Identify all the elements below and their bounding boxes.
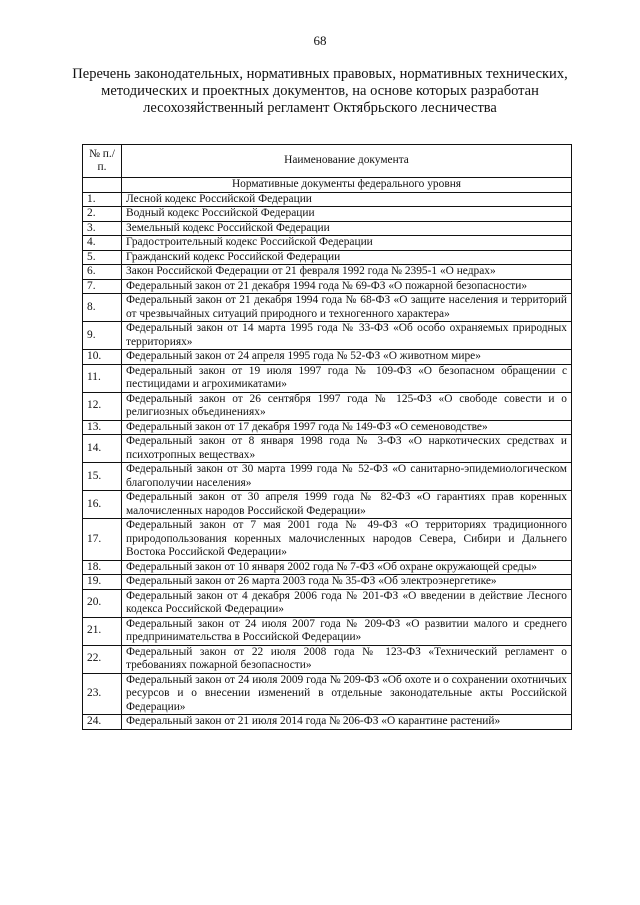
table-row — [83, 519, 572, 561]
table-row — [83, 589, 572, 617]
row-document-name: Земельный кодекс Российской Федерации — [122, 221, 572, 236]
row-number: 22. — [83, 645, 122, 673]
column-header-name: Наименование документа — [122, 145, 572, 178]
table-row — [83, 294, 572, 322]
row-document-name: Федеральный закон от 24 июля 2009 года № 209-ФЗ «Об охоте и о сохранении охотничьих ресурсов и о внесении изменений в отдельные законодательные акты Российской Федерации» — [122, 673, 572, 715]
row-number: 1. — [83, 192, 122, 207]
section-row — [83, 178, 572, 193]
row-document-name: Водный кодекс Российской Федерации — [122, 207, 572, 222]
row-number: 19. — [83, 575, 122, 590]
row-document-name: Федеральный закон от 8 января 1998 года № 3-ФЗ «О наркотических средствах и психотропных веществах» — [122, 435, 572, 463]
table-row — [83, 221, 572, 236]
row-number: 6. — [83, 265, 122, 280]
table-row — [83, 575, 572, 590]
row-document-name: Федеральный закон от 17 декабря 1997 года № 149-ФЗ «О семеноводстве» — [122, 420, 572, 435]
table-row — [83, 435, 572, 463]
row-number: 11. — [83, 364, 122, 392]
section-number-cell — [83, 178, 122, 193]
table-row — [83, 364, 572, 392]
table-row — [83, 617, 572, 645]
row-document-name: Федеральный закон от 26 сентября 1997 года № 125-ФЗ «О свободе совести и о религиозных объединениях» — [122, 392, 572, 420]
document-title: Перечень законодательных, нормативных правовых, нормативных технических, методических и проектных документов, на основе которых разработан лесохозяйственный регламент Октябрьского лесничества — [72, 66, 568, 116]
row-document-name: Федеральный закон от 21 июля 2014 года № 206-ФЗ «О карантине растений» — [122, 715, 572, 730]
row-number: 5. — [83, 250, 122, 265]
table-row — [83, 420, 572, 435]
row-number: 13. — [83, 420, 122, 435]
row-number: 24. — [83, 715, 122, 730]
table-row — [83, 236, 572, 251]
table-row — [83, 192, 572, 207]
row-document-name: Федеральный закон от 21 декабря 1994 года № 68-ФЗ «О защите населения и территорий от чрезвычайных ситуаций природного и техногенного характера» — [122, 294, 572, 322]
column-header-number: № п./п. — [83, 145, 122, 178]
row-number: 4. — [83, 236, 122, 251]
row-document-name: Федеральный закон от 21 декабря 1994 года № 69-ФЗ «О пожарной безопасности» — [122, 279, 572, 294]
documents-table — [82, 144, 572, 730]
table-row — [83, 279, 572, 294]
row-number: 18. — [83, 560, 122, 575]
row-document-name: Федеральный закон от 7 мая 2001 года № 49-ФЗ «О территориях традиционного природопользования коренных малочисленных народов Севера, Сибири и Дальнего Востока Российской Федерации» — [122, 519, 572, 561]
table-row — [83, 322, 572, 350]
row-document-name: Федеральный закон от 30 апреля 1999 года № 82-ФЗ «О гарантиях прав коренных малочисленных народов Российской Федерации» — [122, 491, 572, 519]
row-document-name: Федеральный закон от 24 июля 2007 года № 209-ФЗ «О развитии малого и среднего предпринимательства в Российской Федерации» — [122, 617, 572, 645]
row-number: 21. — [83, 617, 122, 645]
row-document-name: Градостроительный кодекс Российской Федерации — [122, 236, 572, 251]
row-number: 12. — [83, 392, 122, 420]
table-row — [83, 715, 572, 730]
row-document-name: Федеральный закон от 10 января 2002 года № 7-ФЗ «Об охране окружающей среды» — [122, 560, 572, 575]
row-number: 2. — [83, 207, 122, 222]
row-document-name: Федеральный закон от 19 июля 1997 года № 109-ФЗ «О безопасном обращении с пестицидами и агрохимикатами» — [122, 364, 572, 392]
table-row — [83, 350, 572, 365]
table-row — [83, 645, 572, 673]
row-number: 8. — [83, 294, 122, 322]
row-number: 9. — [83, 322, 122, 350]
section-title: Нормативные документы федерального уровня — [122, 178, 572, 193]
row-number: 20. — [83, 589, 122, 617]
row-document-name: Федеральный закон от 22 июля 2008 года № 123-ФЗ «Технический регламент о требованиях пожарной безопасности» — [122, 645, 572, 673]
row-document-name: Федеральный закон от 14 марта 1995 года № 33-ФЗ «Об особо охраняемых природных территориях» — [122, 322, 572, 350]
row-document-name: Федеральный закон от 4 декабря 2006 года № 201-ФЗ «О введении в действие Лесного кодекса Российской Федерации» — [122, 589, 572, 617]
row-document-name: Федеральный закон от 26 марта 2003 года № 35-ФЗ «Об электроэнергетике» — [122, 575, 572, 590]
table-header-row — [83, 145, 572, 178]
row-number: 17. — [83, 519, 122, 561]
row-document-name: Лесной кодекс Российской Федерации — [122, 192, 572, 207]
table-row — [83, 265, 572, 280]
row-number: 23. — [83, 673, 122, 715]
table-row — [83, 207, 572, 222]
table-row — [83, 491, 572, 519]
table-row — [83, 250, 572, 265]
row-document-name: Закон Российской Федерации от 21 февраля 1992 года № 2395-1 «О недрах» — [122, 265, 572, 280]
row-number: 3. — [83, 221, 122, 236]
row-number: 7. — [83, 279, 122, 294]
table-row — [83, 392, 572, 420]
row-number: 16. — [83, 491, 122, 519]
row-document-name: Федеральный закон от 24 апреля 1995 года № 52-ФЗ «О животном мире» — [122, 350, 572, 365]
row-document-name: Гражданский кодекс Российской Федерации — [122, 250, 572, 265]
table-row — [83, 463, 572, 491]
row-number: 10. — [83, 350, 122, 365]
table-row — [83, 673, 572, 715]
row-document-name: Федеральный закон от 30 марта 1999 года № 52-ФЗ «О санитарно-эпидемиологическом благополучии населения» — [122, 463, 572, 491]
page-number: 68 — [313, 33, 327, 48]
table-row — [83, 560, 572, 575]
row-number: 15. — [83, 463, 122, 491]
row-number: 14. — [83, 435, 122, 463]
